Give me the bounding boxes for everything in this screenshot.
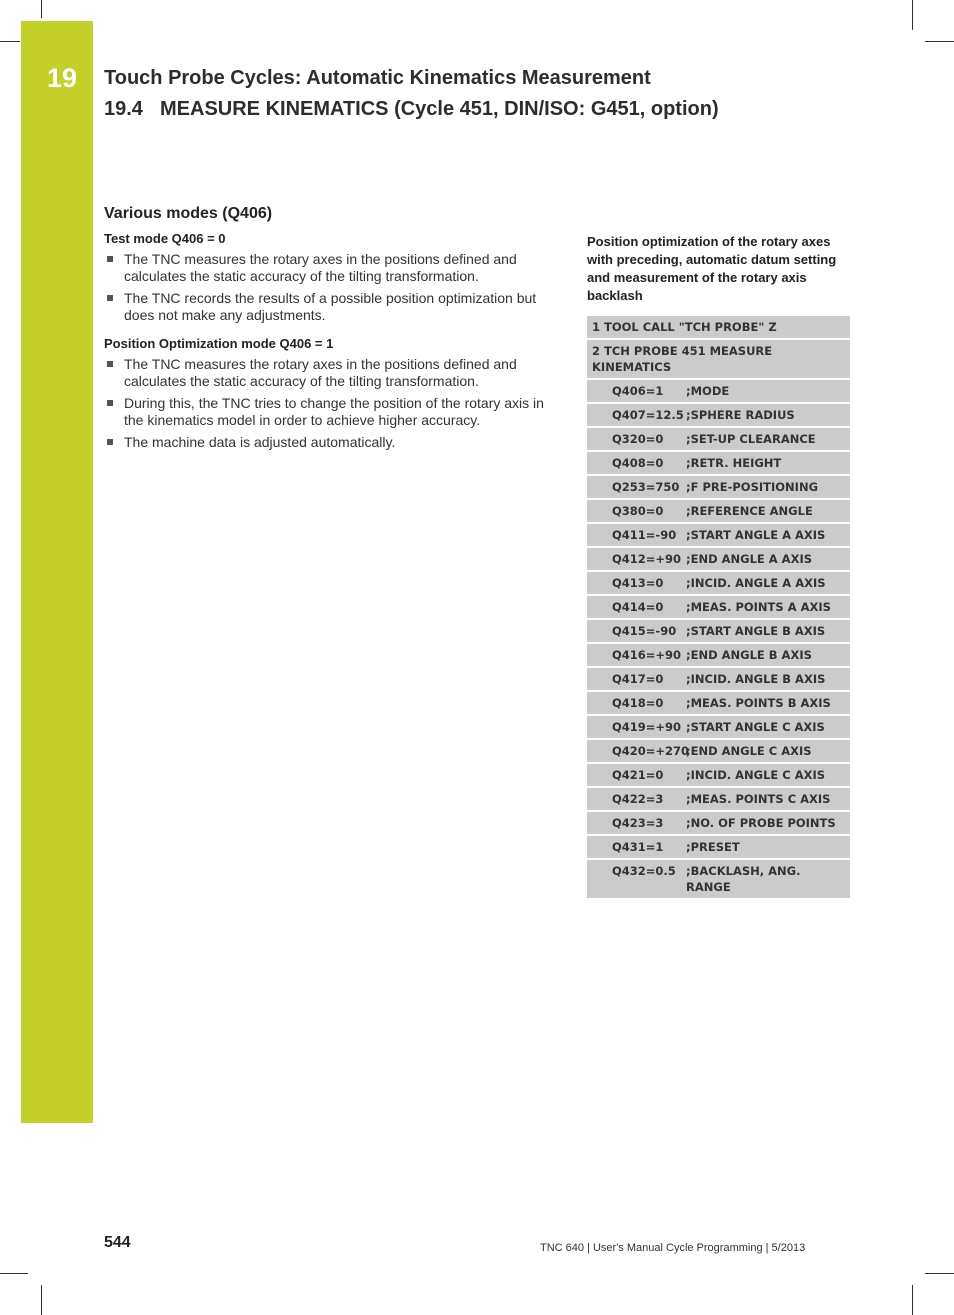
crop-mark bbox=[0, 1273, 28, 1274]
param-row bbox=[587, 812, 850, 834]
param-comment: ;INCID. ANGLE C AXIS bbox=[686, 768, 826, 782]
param-row bbox=[587, 404, 850, 426]
param-name: Q419=+90 bbox=[612, 720, 682, 734]
list-item: The TNC measures the rotary axes in the positions defined and calculates the static accuracy of the tilting transformation. bbox=[104, 356, 556, 390]
param-name: Q423=3 bbox=[612, 816, 664, 830]
crop-mark bbox=[0, 41, 20, 42]
param-name: Q420=+270 bbox=[612, 744, 690, 758]
code-line: 1 TOOL CALL "TCH PROBE" Z bbox=[587, 316, 850, 338]
param-row bbox=[587, 620, 850, 642]
bullet-square-icon bbox=[107, 439, 113, 445]
param-comment: ;SET-UP CLEARANCE bbox=[686, 432, 816, 446]
param-row bbox=[587, 428, 850, 450]
param-name: Q320=0 bbox=[612, 432, 664, 446]
param-comment: ;END ANGLE B AXIS bbox=[686, 648, 812, 662]
crop-mark bbox=[912, 1285, 913, 1315]
param-row bbox=[587, 860, 850, 898]
param-comment: ;REFERENCE ANGLE bbox=[686, 504, 813, 518]
param-row bbox=[587, 524, 850, 546]
param-comment: ;RETR. HEIGHT bbox=[686, 456, 782, 470]
param-row bbox=[587, 668, 850, 690]
param-name: Q417=0 bbox=[612, 672, 664, 686]
list-item: The machine data is adjusted automatically. bbox=[104, 434, 556, 451]
nc-program-table bbox=[587, 316, 850, 898]
page-number: 544 bbox=[104, 1234, 131, 1251]
param-name: Q415=-90 bbox=[612, 624, 677, 638]
bullet-square-icon bbox=[107, 361, 113, 367]
position-mode-subhead: Position Optimization mode Q406 = 1 bbox=[104, 336, 334, 351]
bullet-square-icon bbox=[107, 400, 113, 406]
example-panel bbox=[587, 233, 850, 900]
list-item: The TNC records the results of a possible position optimization but does not make any adjustments. bbox=[104, 290, 556, 324]
param-comment: ;START ANGLE C AXIS bbox=[686, 720, 825, 734]
param-name: Q431=1 bbox=[612, 840, 664, 854]
param-row bbox=[587, 548, 850, 570]
param-comment: ;F PRE-POSITIONING bbox=[686, 480, 819, 494]
param-name: Q412=+90 bbox=[612, 552, 682, 566]
param-name: Q413=0 bbox=[612, 576, 664, 590]
section-title-text: MEASURE KINEMATICS (Cycle 451, DIN/ISO: G451, option) bbox=[160, 98, 719, 120]
bullet-square-icon bbox=[107, 295, 113, 301]
bullet-square-icon bbox=[107, 256, 113, 262]
param-name: Q418=0 bbox=[612, 696, 664, 710]
param-name: Q380=0 bbox=[612, 504, 664, 518]
param-comment: ;PRESET bbox=[686, 840, 740, 854]
position-mode-list bbox=[104, 356, 556, 451]
list-item: During this, the TNC tries to change the position of the rotary axis in the kinematics model in order to achieve higher accuracy. bbox=[104, 395, 556, 429]
param-comment: ;MEAS. POINTS A AXIS bbox=[686, 600, 831, 614]
param-row bbox=[587, 788, 850, 810]
list-item: The TNC measures the rotary axes in the positions defined and calculates the static accuracy of the tilting transformation. bbox=[104, 251, 556, 285]
param-name: Q414=0 bbox=[612, 600, 664, 614]
main-text bbox=[104, 205, 556, 463]
param-comment: ;SPHERE RADIUS bbox=[686, 408, 795, 422]
test-mode-subhead: Test mode Q406 = 0 bbox=[104, 231, 226, 246]
param-row bbox=[587, 452, 850, 474]
section-title bbox=[104, 98, 719, 121]
param-name: Q432=0.5 bbox=[612, 864, 676, 878]
param-row bbox=[587, 692, 850, 714]
param-row bbox=[587, 836, 850, 858]
param-row bbox=[587, 500, 850, 522]
section-number: 19.4 bbox=[104, 98, 143, 120]
param-comment: ;END ANGLE A AXIS bbox=[686, 552, 813, 566]
param-row bbox=[587, 644, 850, 666]
param-name: Q421=0 bbox=[612, 768, 664, 782]
param-row bbox=[587, 764, 850, 786]
param-comment: ;MEAS. POINTS C AXIS bbox=[686, 792, 831, 806]
param-row bbox=[587, 476, 850, 498]
param-comment: ;END ANGLE C AXIS bbox=[686, 744, 812, 758]
param-name: Q422=3 bbox=[612, 792, 664, 806]
param-name: Q416=+90 bbox=[612, 648, 682, 662]
param-comment: ;BACKLASH, ANG. RANGE bbox=[686, 864, 801, 894]
param-row bbox=[587, 716, 850, 738]
param-name: Q408=0 bbox=[612, 456, 664, 470]
param-name: Q407=12.5 bbox=[612, 408, 684, 422]
chapter-sidebar bbox=[21, 21, 93, 1123]
param-comment: ;INCID. ANGLE A AXIS bbox=[686, 576, 826, 590]
crop-mark bbox=[925, 1273, 954, 1274]
param-name: Q406=1 bbox=[612, 384, 664, 398]
param-comment: ;INCID. ANGLE B AXIS bbox=[686, 672, 826, 686]
crop-mark bbox=[912, 0, 913, 30]
example-caption: Position optimization of the rotary axes with preceding, automatic datum setting and measurement of the rotary axis backlash bbox=[587, 234, 837, 303]
param-name: Q253=750 bbox=[612, 480, 680, 494]
code-line: 2 TCH PROBE 451 MEASURE KINEMATICS bbox=[587, 340, 850, 378]
param-comment: ;MEAS. POINTS B AXIS bbox=[686, 696, 831, 710]
param-comment: ;START ANGLE A AXIS bbox=[686, 528, 826, 542]
param-row bbox=[587, 596, 850, 618]
footer-text: TNC 640 | User's Manual Cycle Programming | 5/2013 bbox=[540, 1242, 806, 1254]
param-comment: ;START ANGLE B AXIS bbox=[686, 624, 826, 638]
param-comment: ;MODE bbox=[686, 384, 730, 398]
chapter-title: Touch Probe Cycles: Automatic Kinematics Measurement bbox=[104, 67, 651, 89]
test-mode-list bbox=[104, 251, 556, 324]
param-row bbox=[587, 740, 850, 762]
modes-heading: Various modes (Q406) bbox=[104, 205, 273, 222]
crop-mark bbox=[41, 1285, 42, 1315]
param-name: Q411=-90 bbox=[612, 528, 677, 542]
chapter-number: 19 bbox=[47, 63, 78, 93]
crop-mark bbox=[41, 0, 42, 18]
crop-mark bbox=[925, 41, 954, 42]
param-row bbox=[587, 572, 850, 594]
param-row bbox=[587, 380, 850, 402]
param-comment: ;NO. OF PROBE POINTS bbox=[686, 816, 836, 830]
